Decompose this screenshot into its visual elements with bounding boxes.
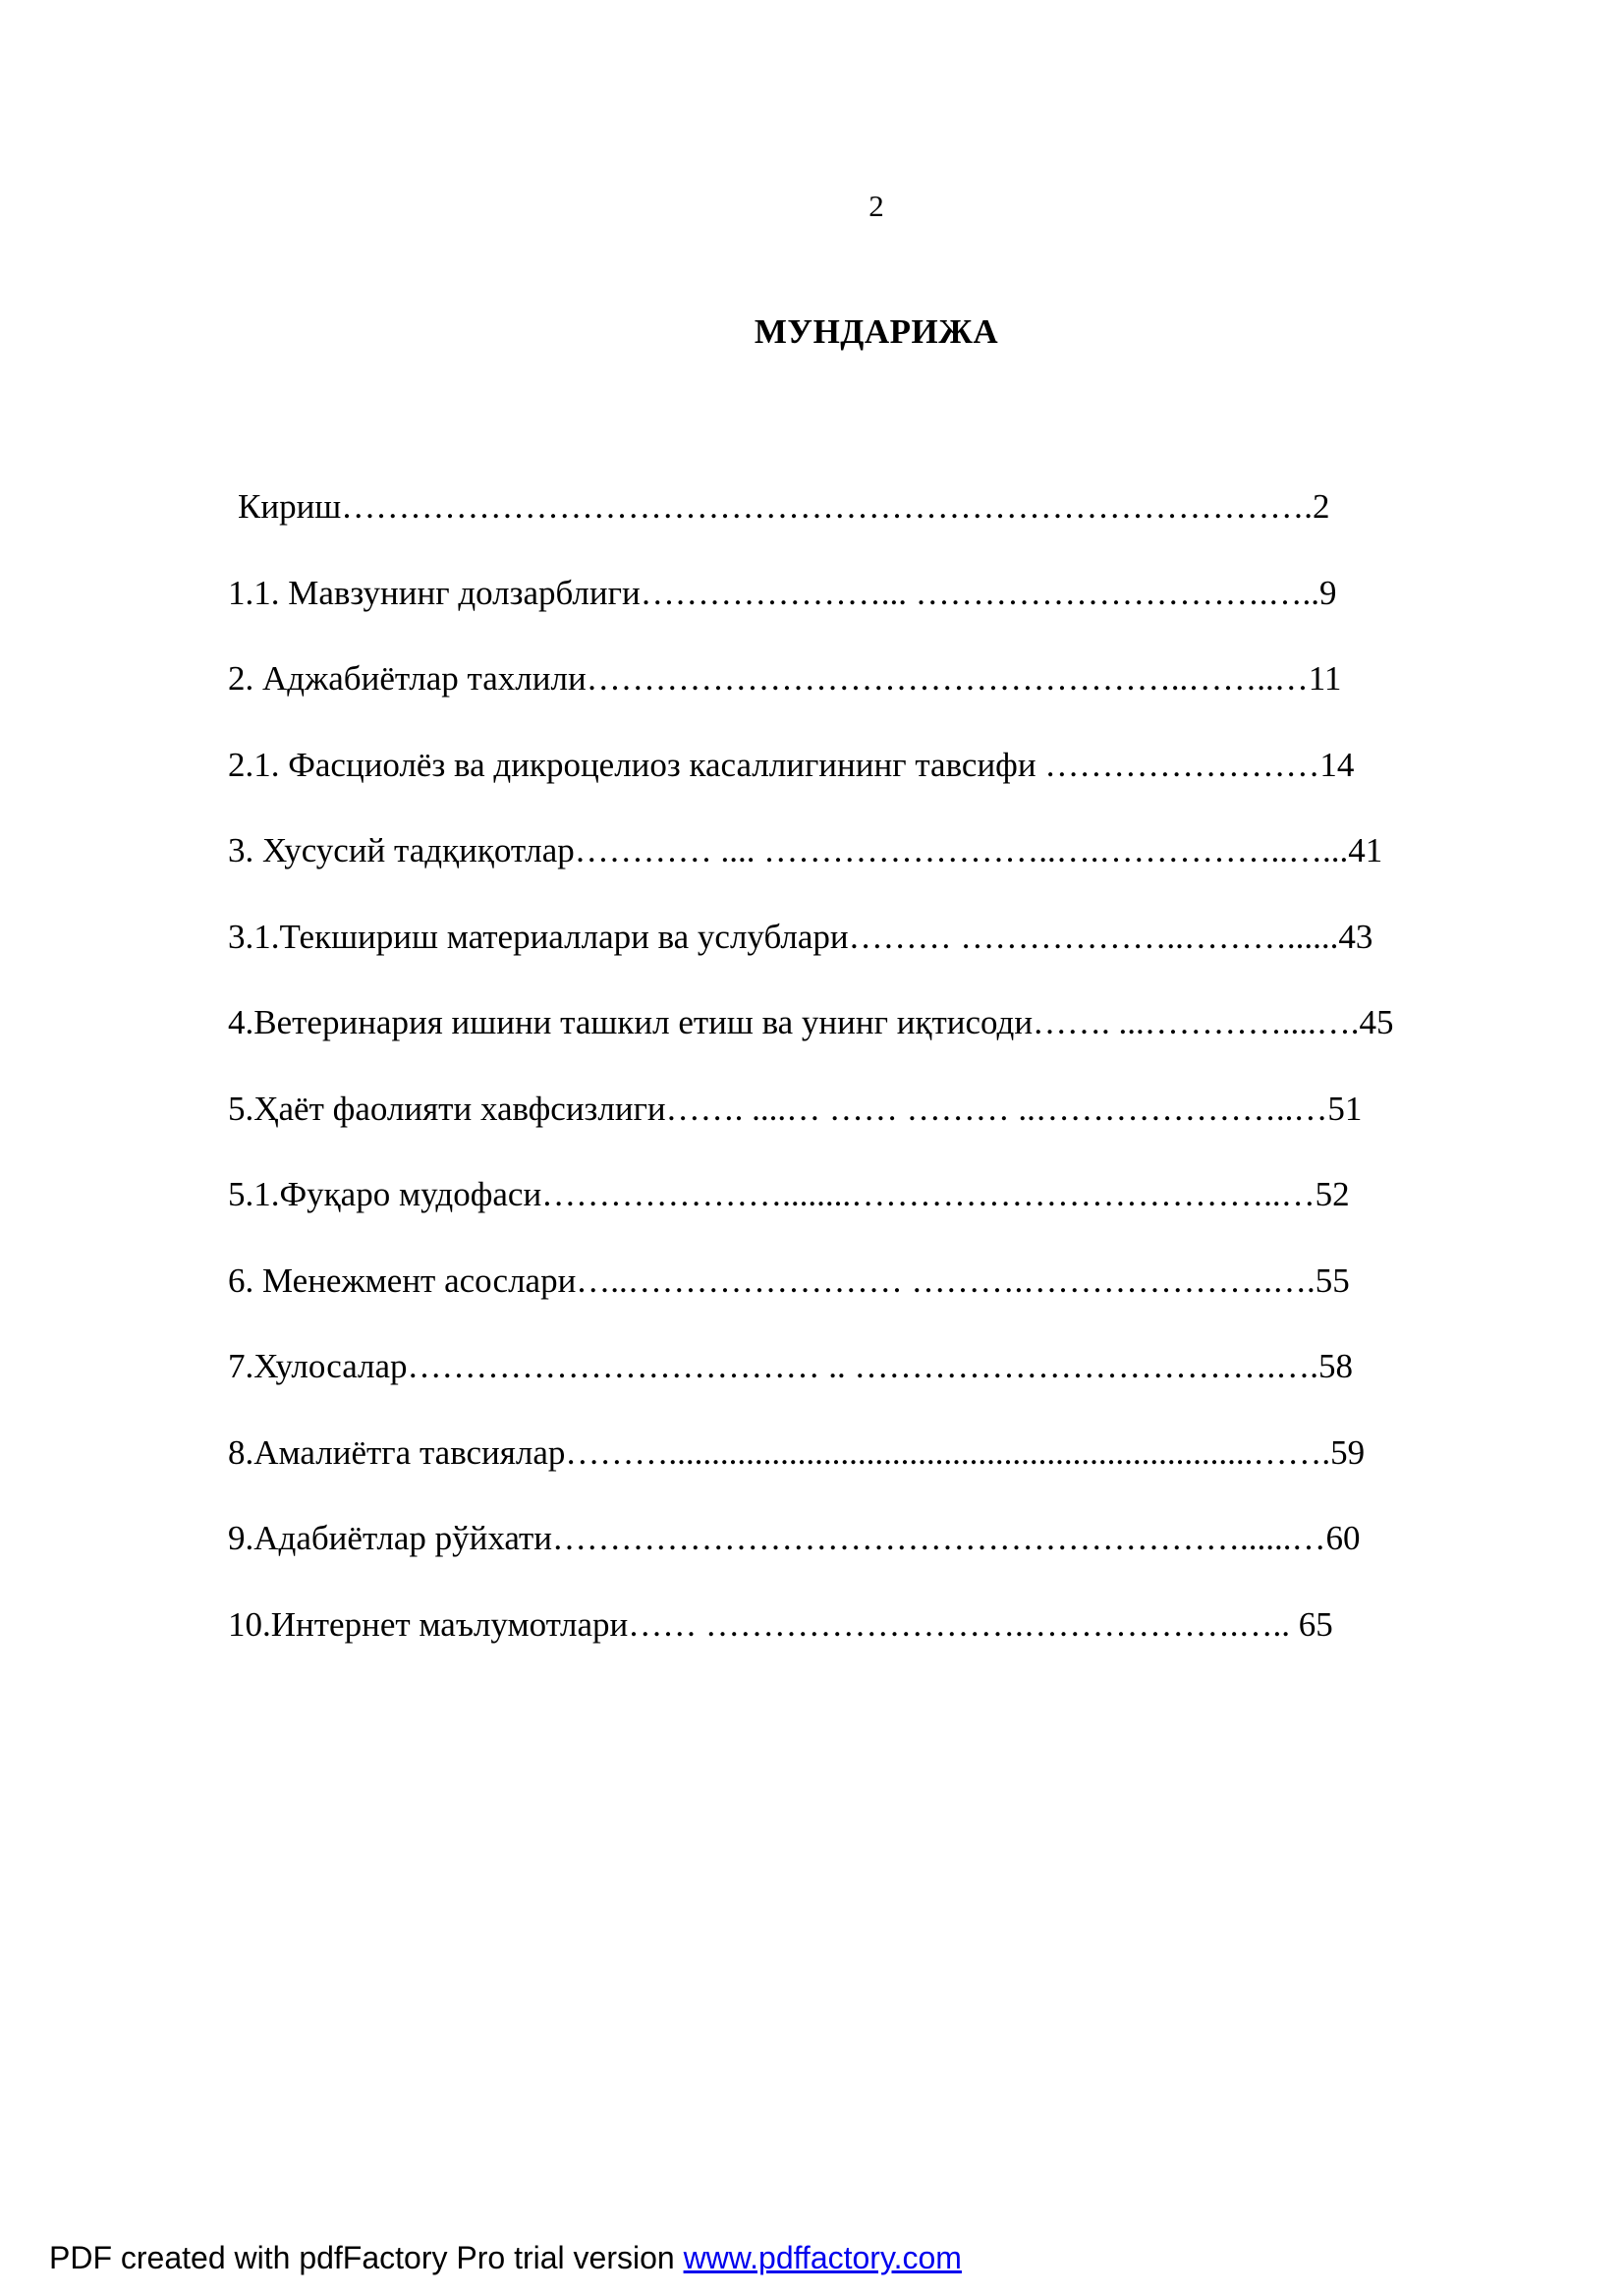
toc-entry	[228, 481, 1525, 568]
toc-entry-text: 7.Хулосалар……………………………… .. ……………………………….….58	[228, 1347, 1354, 1385]
toc-entry	[228, 1084, 1525, 1170]
toc-entry	[228, 1599, 1525, 1686]
toc-entry	[228, 1428, 1525, 1514]
toc-entry	[228, 1169, 1525, 1256]
toc-entry	[228, 568, 1525, 654]
toc-entry	[228, 1256, 1525, 1342]
footer-text: PDF created with pdfFactory Pro trial version	[49, 2240, 684, 2275]
toc-entry-text: 5.1.Фуқаро мудофаси…………………........………………………………..…52	[228, 1175, 1350, 1213]
toc-entry-text: Кириш………………………………………………………………………….2	[238, 487, 1330, 526]
page-number: 2	[868, 189, 884, 223]
toc-entry	[228, 825, 1525, 912]
page-title: МУНДАРИЖА	[754, 312, 999, 351]
toc-entry-text: 10.Интернет маълумотлари…… ……………………….……………….….. 65	[228, 1604, 1333, 1644]
toc-entry-text: 9.Адабиётлар рўйхати……………………………………………………......…60	[228, 1519, 1361, 1557]
toc-entry-text: 2.1. Фасциолёз ва дикроцелиоз касаллигининг тавсифи ……………………14	[228, 745, 1355, 784]
toc-entry-text: 1.1. Мавзунинг долзарблиги…………………... ………………………….…..9	[228, 573, 1337, 612]
toc-entry	[228, 997, 1525, 1084]
toc-entry	[228, 912, 1525, 998]
table-of-contents	[228, 481, 1525, 1685]
toc-entry-text: 8.Амалиётга тавсиялар………....................................................................…….59	[228, 1432, 1366, 1472]
toc-entry-text: 3. Хусусий тадқиқотлар………… .... ……………………..….……………..…...41	[228, 831, 1383, 869]
pdf-watermark-footer	[49, 2240, 962, 2276]
toc-entry-text: 4.Ветеринария ишини ташкил етиш ва унинг иқтисоди……. ...…………....….45	[228, 1003, 1394, 1041]
pdffactory-link[interactable]: www.pdffactory.com	[683, 2240, 962, 2275]
toc-entry	[228, 1341, 1525, 1428]
toc-entry-text: 5.Ҳаёт фаолияти хавфсизлиги……. ....… …… ……… ..…………………..…51	[228, 1089, 1363, 1128]
toc-entry	[228, 653, 1525, 740]
toc-entry	[228, 740, 1525, 826]
toc-entry-text: 3.1.Текшириш материаллари ва услублари……… ………………..………......43	[228, 917, 1373, 956]
toc-entry	[228, 1513, 1525, 1599]
toc-entry-text: 6. Менежмент асослари…..…………………… ……….………………….….55	[228, 1260, 1350, 1300]
toc-entry-text: 2. Аджабиётлар тахлили……………………………………………..……..…11	[228, 659, 1342, 698]
